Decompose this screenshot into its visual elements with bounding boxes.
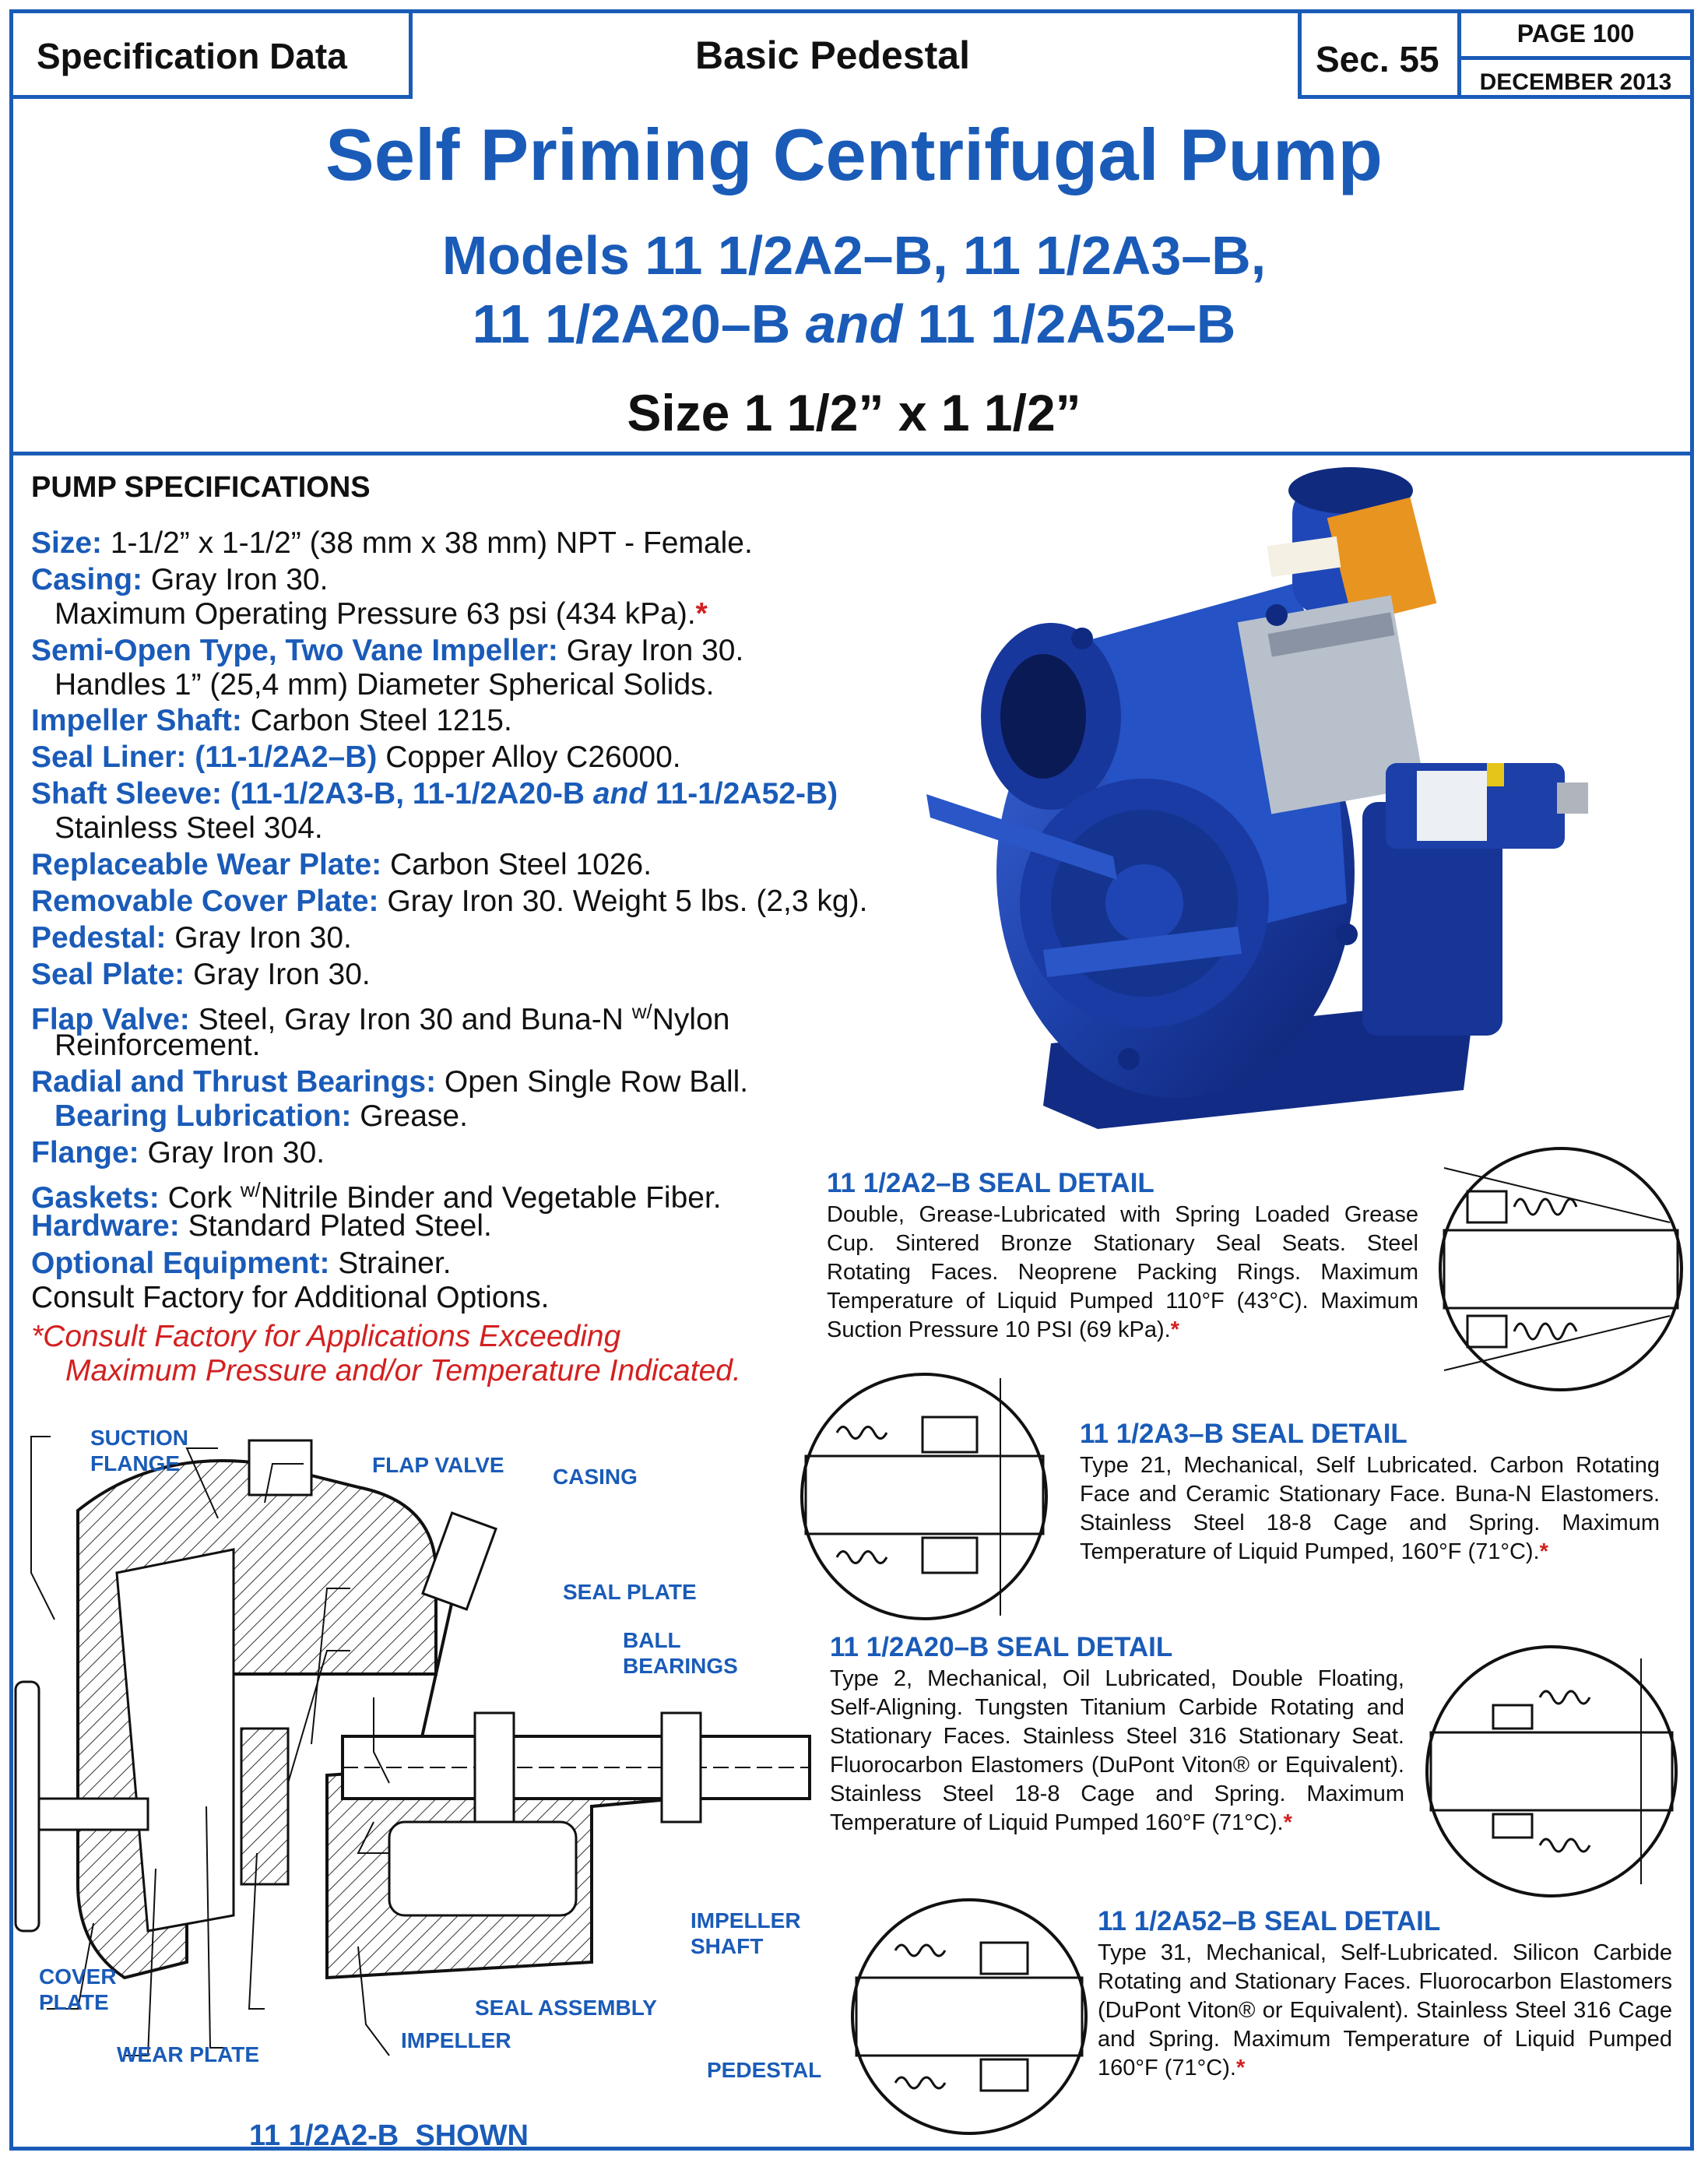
- pump-photo: [926, 467, 1588, 1137]
- spec-bearings: Radial and Thrust Bearings: Open Single Row Ball.: [31, 1065, 749, 1099]
- spec-data-label: Specification Data: [37, 36, 347, 76]
- spec-casing-pressure: Maximum Operating Pressure 63 psi (434 kPa).*: [54, 597, 708, 631]
- spec-hardware: Hardware: Standard Plated Steel.: [31, 1209, 492, 1243]
- size-title: Size 1 1/2” x 1 1/2”: [627, 384, 1081, 441]
- label-seal-plate: SEAL PLATE: [563, 1580, 697, 1604]
- label-seal-assembly: SEAL ASSEMBLY: [475, 1996, 657, 2020]
- note-line-1: *Consult Factory for Applications Exceeding: [31, 1320, 621, 1353]
- basic-pedestal-label: Basic Pedestal: [695, 33, 970, 77]
- seal-a52-detail-drawing: [849, 1896, 1090, 2137]
- spec-wear-plate: Replaceable Wear Plate: Carbon Steel 1026.: [31, 848, 652, 881]
- spec-seal-plate: Seal Plate: Gray Iron 30.: [31, 958, 371, 991]
- seal-a20-body: Type 2, Mechanical, Oil Lubricated, Double Floating, Self-Aligning. Tungsten Titanium Carbide Rotating and Stationary Faces. Stainless Steel 316 Stationary Seat. Fluorocarbon Elastomers (DuPont Viton® or Equivalent). Stainless Steel 18-8 Cage and Spring. Maximum Temperature of Liquid Pumped 160°F (71°C).*: [830, 1666, 1404, 1835]
- spec-flap-valve: Flap Valve: Steel, Gray Iron 30 and Buna-N $^{w/}$Nylon: [31, 1000, 730, 1036]
- spec-flange: Flange: Gray Iron 30.: [31, 1136, 325, 1169]
- spec-casing: Casing: Gray Iron 30.: [31, 563, 329, 596]
- seal-a2-body: Double, Grease-Lubricated with Spring Loaded Grease Cup. Sintered Bronze Stationary Seal Seats. Steel Rotating Faces. Neoprene Packing Rings. Maximum Temperature of Liquid Pumped 110°F (43°C). Maximum Suction Pressure 10 PSI (69 kPa).*: [827, 1202, 1418, 1342]
- spec-seal-liner: Seal Liner: (11-1/2A2–B) Copper Alloy C26000.: [31, 740, 681, 774]
- seal-a2-title: 11 1/2A2–B SEAL DETAIL: [827, 1168, 1154, 1198]
- spec-pedestal: Pedestal: Gray Iron 30.: [31, 921, 352, 955]
- page-title: Self Priming Centrifugal Pump: [325, 114, 1383, 195]
- label-impeller-shaft: IMPELLER SHAFT: [691, 1908, 801, 1958]
- seal-a2-detail-drawing: [1436, 1145, 1685, 1394]
- models-line-1: Models 11 1/2A2–B, 11 1/2A3–B,: [441, 225, 1267, 286]
- seal-a52-body: Type 31, Mechanical, Self-Lubricated. Silicon Carbide Rotating and Stationary Faces. Fluorocarbon Elastomers (DuPont Viton® or Equivalent). Stainless Steel 316 Cage and Spring. Maximum Temperature of Liquid Pumped 160°F (71°C).*: [1098, 1940, 1672, 2080]
- seal-a3-body: Type 21, Mechanical, Self Lubricated. Carbon Rotating Face and Ceramic Stationary Face. Buna-N Elastomers. Stainless Steel 18-8 Cage and Spring. Maximum Temperature of Liquid Pumped, 160°F (71°C).*: [1080, 1453, 1660, 1564]
- section-box: [1298, 9, 1461, 99]
- spec-gaskets: Gaskets: Cork $^{w/}$Nitrile Binder and Vegetable Fiber.: [31, 1178, 722, 1215]
- note-line-2: Maximum Pressure and/or Temperature Indicated.: [65, 1354, 741, 1387]
- spec-bearing-lube: Bearing Lubrication: Grease.: [54, 1099, 468, 1133]
- section-label: Sec. 55: [1316, 39, 1439, 79]
- spec-size: Size: 1-1/2” x 1-1/2” (38 mm x 38 mm) NPT - Female.: [31, 526, 753, 560]
- page-number: PAGE 100: [1516, 19, 1635, 47]
- spec-shaft-sleeve: Shaft Sleeve: (11-1/2A3-B, 11-1/2A20-B and 11-1/2A52-B): [31, 777, 838, 811]
- label-ball-bearings: BALL BEARINGS: [623, 1628, 738, 1678]
- spec-impeller: Semi-Open Type, Two Vane Impeller: Gray Iron 30.: [31, 634, 744, 667]
- diagram-caption: 11 1/2A2-B SHOWN: [249, 2119, 529, 2152]
- label-suction-flange: SUCTION FLANGE: [90, 1426, 188, 1475]
- seal-a3-detail-drawing: [798, 1370, 1051, 1623]
- title-divider: [9, 452, 1694, 455]
- spec-cover-plate: Removable Cover Plate: Gray Iron 30. Weight 5 lbs. (2,3 kg).: [31, 885, 868, 918]
- seal-a52-title: 11 1/2A52–B SEAL DETAIL: [1098, 1906, 1441, 1936]
- seal-a20-title: 11 1/2A20–B SEAL DETAIL: [830, 1632, 1173, 1662]
- seal-a20-detail-drawing: [1423, 1643, 1680, 1900]
- spec-impeller-shaft: Impeller Shaft: Carbon Steel 1215.: [31, 704, 512, 737]
- spec-impeller-solids: Handles 1” (25,4 mm) Diameter Spherical Solids.: [54, 668, 715, 702]
- page-date-box: [1457, 9, 1694, 99]
- seal-a3-title: 11 1/2A3–B SEAL DETAIL: [1080, 1419, 1408, 1449]
- label-flap-valve: FLAP VALVE: [372, 1453, 504, 1477]
- label-impeller: IMPELLER: [401, 2028, 511, 2052]
- models-line-2: 11 1/2A20–B and 11 1/2A52–B: [472, 294, 1236, 354]
- header-divider: [1461, 56, 1690, 60]
- page-date: DECEMBER 2013: [1479, 69, 1672, 95]
- specs-heading: PUMP SPECIFICATIONS: [31, 471, 371, 504]
- label-wear-plate: WEAR PLATE: [117, 2042, 260, 2066]
- cross-section-drawing: [31, 1417, 825, 2087]
- spec-shaft-sleeve-material: Stainless Steel 304.: [54, 811, 323, 845]
- spec-data-box: [9, 9, 413, 99]
- label-casing: CASING: [553, 1465, 638, 1489]
- spec-flap-reinforcement: Reinforcement.: [54, 1029, 261, 1062]
- spec-optional: Optional Equipment: Strainer.: [31, 1247, 452, 1280]
- spec-consult: Consult Factory for Additional Options.: [31, 1281, 550, 1314]
- label-pedestal: PEDESTAL: [707, 2058, 822, 2082]
- label-cover-plate: COVER PLATE: [39, 1964, 117, 2014]
